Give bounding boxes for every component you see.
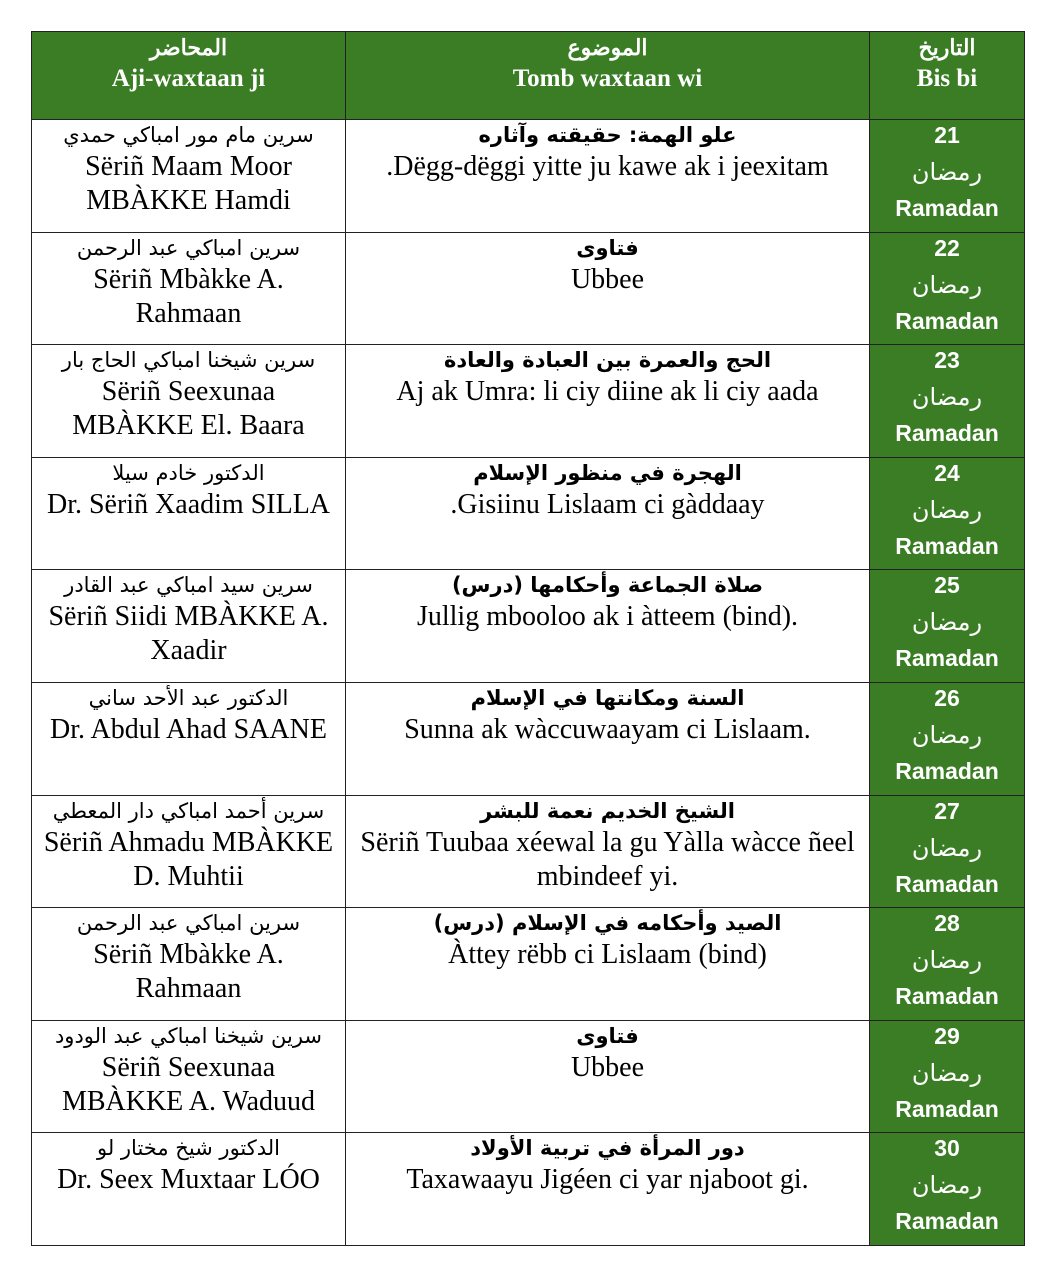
topic-arabic: الهجرة في منظور الإسلام	[473, 460, 742, 485]
speaker-cell	[32, 457, 346, 570]
topic-cell	[346, 1133, 870, 1246]
month-arabic: رمضان	[911, 833, 983, 862]
month-arabic: رمضان	[911, 158, 983, 186]
month-arabic: رمضان	[911, 608, 983, 637]
topic-arabic: فتاوى	[576, 235, 639, 260]
topic-arabic: دور المرأة في تربية الأولاد	[470, 1136, 745, 1161]
topic-cell	[346, 908, 870, 1021]
table-row	[32, 1133, 1025, 1246]
topic-arabic: صلاة الجماعة وأحكامها (درس)	[451, 573, 764, 598]
speaker-cell	[32, 345, 346, 458]
date-cell	[870, 908, 1025, 1021]
day-number: 21	[934, 122, 960, 148]
table-header	[32, 32, 1025, 120]
topic-wolof: Sëriñ Tuubaa xéewal la gu Yàlla wàcce ñeel mbindeef yi.	[360, 826, 855, 892]
date-column-header	[870, 32, 1025, 120]
topic-column-header	[346, 32, 870, 120]
topic-cell	[346, 232, 870, 345]
topic-wolof: Sunna ak wàccuwaayam ci Lislaam.	[404, 713, 811, 745]
table-body	[32, 120, 1025, 1246]
topic-wolof: Ubbee	[570, 1051, 645, 1083]
month-arabic: رمضان	[911, 495, 983, 524]
header-row	[32, 32, 1025, 120]
table-row	[32, 457, 1025, 570]
speaker-header-arabic: المحاضر	[149, 35, 228, 61]
speaker-cell	[32, 1133, 346, 1246]
speaker-name-arabic: سرين شيخنا امباكي الحاج بار	[61, 348, 316, 373]
day-number: 28	[934, 910, 960, 937]
date-cell	[870, 795, 1025, 908]
topic-wolof: Aj ak Umra: li ciy diine ak li ciy aada	[396, 376, 819, 408]
date-cell	[870, 1020, 1025, 1133]
month-arabic: رمضان	[911, 270, 983, 299]
speaker-name-arabic: سرين امباكي عبد الرحمن	[76, 235, 301, 260]
topic-cell	[346, 120, 870, 233]
table-row	[32, 908, 1025, 1021]
topic-cell	[346, 570, 870, 683]
day-number: 27	[934, 797, 960, 824]
table-row	[32, 232, 1025, 345]
topic-wolof: .Gisiinu Lislaam ci gàddaay	[450, 488, 765, 520]
speaker-name: Dr. Abdul Ahad SAANE	[50, 713, 327, 745]
date-cell	[870, 682, 1025, 795]
day-number: 29	[934, 1022, 960, 1049]
speaker-name-arabic: سرين سيد امباكي عبد القادر	[64, 573, 313, 598]
topic-arabic: فتاوى	[576, 1023, 639, 1048]
topic-cell	[346, 682, 870, 795]
month-arabic: رمضان	[911, 946, 983, 975]
schedule-table	[31, 31, 1025, 1246]
day-number: 30	[934, 1135, 960, 1162]
speaker-name-arabic: الدكتور خادم سيلا	[112, 460, 265, 485]
speaker-name: Sëriñ Mbàkke A. Rahmaan	[93, 263, 284, 329]
topic-arabic: الشيخ الخديم نعمة للبشر	[480, 798, 735, 823]
topic-arabic: الصيد وأحكامه في الإسلام (درس)	[433, 911, 782, 936]
month-arabic: رمضان	[911, 720, 983, 749]
date-cell	[870, 345, 1025, 458]
speaker-name: Sëriñ Siidi MBÀKKE A. Xaadir	[48, 601, 329, 667]
month-name: Ramadan	[895, 870, 999, 897]
month-name: Ramadan	[895, 1095, 999, 1122]
speaker-cell	[32, 682, 346, 795]
topic-arabic: علو الهمة: حقيقته وآثاره	[478, 123, 737, 147]
table-row	[32, 120, 1025, 233]
topic-wolof: Àttey rëbb ci Lislaam (bind)	[448, 939, 767, 971]
speaker-name-arabic: الدكتور شيخ مختار لو	[96, 1136, 281, 1161]
speaker-name: Dr. Seex Muxtaar LÓO	[57, 1164, 320, 1196]
topic-arabic: الحج والعمرة بين العبادة والعادة	[443, 348, 772, 373]
month-arabic: رمضان	[911, 1058, 983, 1087]
month-name: Ramadan	[895, 645, 999, 672]
speaker-name: Sëriñ Maam Moor MBÀKKE Hamdi	[85, 151, 292, 216]
day-number: 23	[934, 347, 960, 374]
table-row	[32, 1020, 1025, 1133]
table-row	[32, 570, 1025, 683]
month-name: Ramadan	[895, 307, 999, 334]
speaker-cell	[32, 570, 346, 683]
topic-wolof: Ubbee	[570, 263, 645, 295]
date-cell	[870, 1133, 1025, 1246]
topic-wolof: Jullig mbooloo ak i àtteem (bind).	[416, 601, 799, 633]
month-name: Ramadan	[895, 420, 999, 447]
topic-cell	[346, 457, 870, 570]
topic-cell	[346, 345, 870, 458]
date-cell	[870, 120, 1025, 233]
date-cell	[870, 232, 1025, 345]
month-name: Ramadan	[895, 757, 999, 784]
date-cell	[870, 570, 1025, 683]
topic-arabic: السنة ومكانتها في الإسلام	[470, 685, 745, 710]
speaker-name: Sëriñ Ahmadu MBÀKKE D. Muhtii	[43, 826, 334, 892]
day-number: 22	[934, 234, 960, 261]
topic-header-wolof: Tomb waxtaan wi	[512, 65, 703, 92]
month-name: Ramadan	[895, 983, 999, 1010]
topic-header-arabic: الموضوع	[567, 35, 648, 61]
day-number: 25	[934, 572, 960, 599]
table-row	[32, 795, 1025, 908]
topic-wolof: Taxawaayu Jigéen ci yar njaboot gi.	[406, 1164, 809, 1196]
speaker-column-header	[32, 32, 346, 120]
speaker-cell	[32, 120, 346, 233]
month-arabic: رمضان	[911, 1171, 983, 1200]
speaker-name-arabic: سرين أحمد امباكي دار المعطي	[52, 798, 325, 823]
speaker-cell	[32, 795, 346, 908]
speaker-cell	[32, 1020, 346, 1133]
speaker-name: Sëriñ Seexunaa MBÀKKE A. Waduud	[61, 1051, 316, 1117]
topic-wolof: .Dëgg-dëggi yitte ju kawe ak i jeexitam	[386, 151, 829, 182]
speaker-cell	[32, 908, 346, 1021]
speaker-name: Sëriñ Mbàkke A. Rahmaan	[93, 939, 284, 1005]
table-row	[32, 682, 1025, 795]
date-header-wolof: Bis bi	[916, 65, 978, 92]
date-cell	[870, 457, 1025, 570]
table-row	[32, 345, 1025, 458]
speaker-name: Dr. Sëriñ Xaadim SILLA	[46, 488, 331, 520]
topic-cell	[346, 795, 870, 908]
topic-cell	[346, 1020, 870, 1133]
month-arabic: رمضان	[911, 383, 983, 412]
speaker-name-arabic: الدكتور عبد الأحد ساني	[88, 685, 289, 710]
month-name: Ramadan	[895, 1208, 999, 1235]
date-header-arabic: التاريخ	[918, 35, 976, 61]
speaker-name-arabic: سرين مام مور امباكي حمدي	[63, 123, 314, 147]
month-name: Ramadan	[895, 195, 999, 221]
speaker-cell	[32, 232, 346, 345]
speaker-name: Sëriñ Seexunaa MBÀKKE El. Baara	[72, 376, 305, 442]
speaker-header-wolof: Aji-waxtaan ji	[111, 65, 266, 92]
day-number: 26	[934, 684, 960, 711]
day-number: 24	[934, 459, 960, 486]
month-name: Ramadan	[895, 532, 999, 559]
speaker-name-arabic: سرين امباكي عبد الرحمن	[76, 911, 301, 936]
speaker-name-arabic: سرين شيخنا امباكي عبد الودود	[54, 1023, 323, 1048]
